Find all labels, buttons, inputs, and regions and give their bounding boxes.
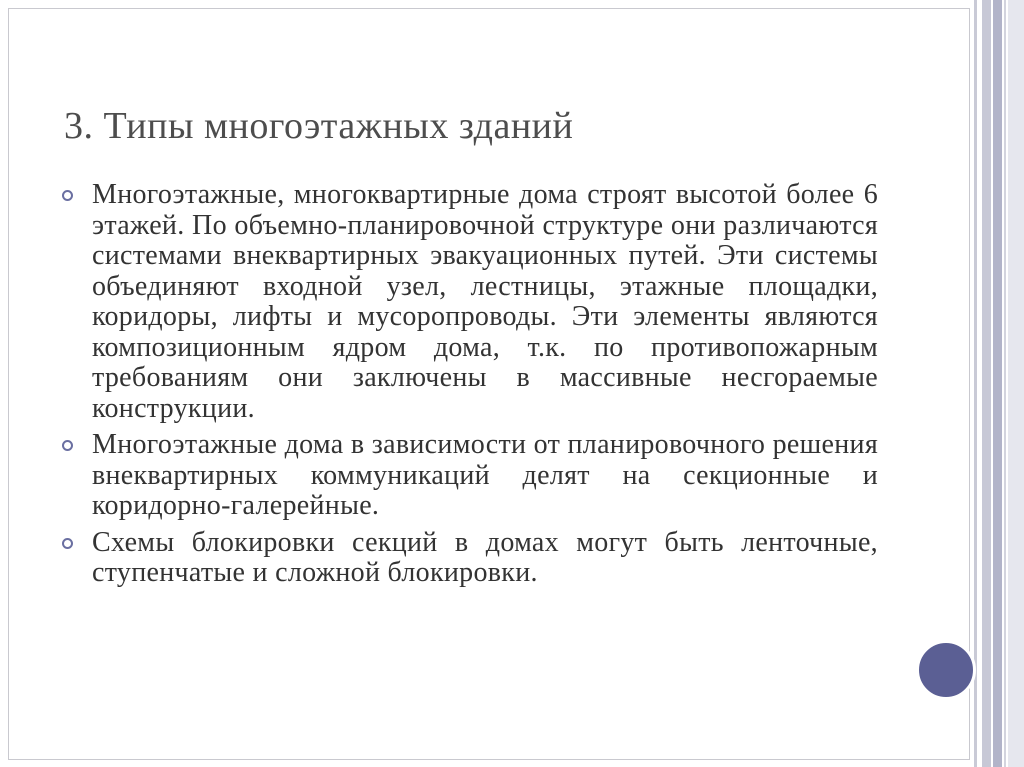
bullet-text: Многоэтажные, многоквартирные дома строят высотой более 6 этажей. По объемно-планировочной структуре они различаются системами внеквартирных эвакуационных путей. Эти системы объединяют входной узел, лестницы, этажные площадки, коридоры, лифты и мусоропроводы. Эти элементы являются композиционным ядром дома, т.к. по противопожарным требованиям они заключены в массивные несгораемые конструкции. xyxy=(92,179,878,424)
stripe xyxy=(982,0,991,767)
bullet-item xyxy=(56,180,878,424)
stripe xyxy=(1004,0,1006,767)
slide-title: 3. Типы многоэтажных зданий xyxy=(64,105,574,147)
bullet-item xyxy=(56,430,878,522)
bullet-ring-icon xyxy=(62,538,73,549)
stripe xyxy=(1008,0,1024,767)
bullet-ring-icon xyxy=(62,440,73,451)
bullet-text: Многоэтажные дома в зависимости от планировочного решения внеквартирных коммуникаций делят на секционные и коридорно-галерейные. xyxy=(92,429,878,521)
decorative-circle xyxy=(916,640,976,700)
bullet-text: Схемы блокировки секций в домах могут быть ленточные, ступенчатые и сложной блокировки. xyxy=(92,526,878,588)
decorative-stripes xyxy=(974,0,1024,767)
bullet-list xyxy=(56,180,878,595)
bullet-ring-icon xyxy=(62,190,73,201)
bullet-item xyxy=(56,528,878,589)
stripe xyxy=(974,0,977,767)
stripe xyxy=(993,0,1002,767)
